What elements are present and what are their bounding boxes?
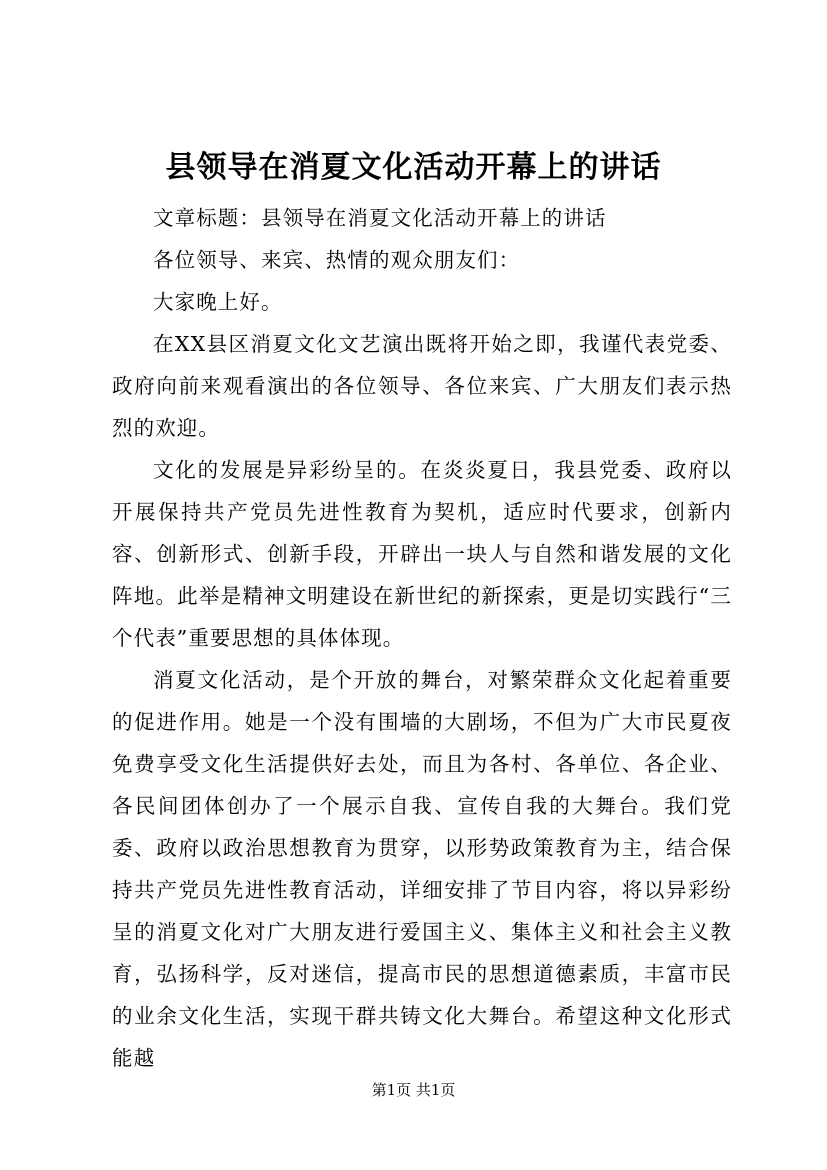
document-body bbox=[112, 197, 732, 1079]
paragraph-summer-activity: 消夏文化活动，是个开放的舞台，对繁荣群众文化起着重要的促进作用。她是一个没有围墙的大剧场，不但为广大市民夏夜免费享受文化生活提供好去处，而且为各村、各单位、各企业、各民间团体创办了一个展示自我、宣传自我的大舞台。我们党委、政府以政治思想教育为贯穿，以形势政策教育为主，结合保持共产党员先进性教育活动，详细安排了节目内容，将以异彩纷呈的消夏文化对广大朋友进行爱国主义、集体主义和社会主义教育，弘扬科学，反对迷信，提高市民的思想道德素质，丰富市民的业余文化生活，实现干群共铸文化大舞台。希望这种文化形式能越 bbox=[112, 668, 732, 1070]
document-title: 县领导在消夏文化活动开幕上的讲话 bbox=[165, 150, 662, 185]
paragraph-salutation: 各位领导、来宾、热情的观众朋友们： bbox=[153, 248, 521, 272]
paragraph-article-title: 文章标题：县领导在消夏文化活动开幕上的讲话 bbox=[153, 206, 607, 230]
paragraph-welcome: 在XX县区消夏文化文艺演出既将开始之即，我谨代表党委、政府向前来观看演出的各位领导、各位来宾、广大朋友们表示热烈的欢迎。 bbox=[112, 332, 732, 440]
paragraph-greeting: 大家晚上好。 bbox=[153, 290, 283, 314]
paragraph-culture-development: 文化的发展是异彩纷呈的。在炎炎夏日，我县党委、政府以开展保持共产党员先进性教育为契机，适应时代要求，创新内容、创新形式、创新手段，开辟出一块人与自然和谐发展的文化阵地。此举是精神文明建设在新世纪的新探索，更是切实践行“三个代表”重要思想的具体体现。 bbox=[112, 458, 732, 650]
page-footer: 第1页 共1页 bbox=[371, 1081, 456, 1099]
